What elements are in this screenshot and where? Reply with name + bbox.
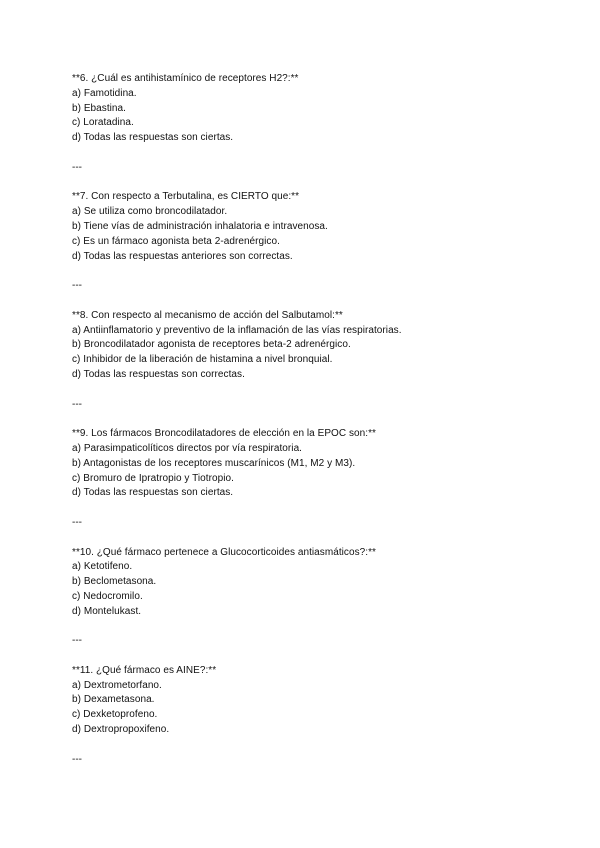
question-block-6 (72, 72, 552, 176)
answer-option: d) Todas las respuestas son ciertas. (72, 487, 234, 499)
question-block-8 (72, 309, 552, 413)
answer-option: b) Ebastina. (72, 102, 126, 114)
answer-option: a) Famotidina. (72, 87, 137, 99)
answer-option: b) Beclometasona. (72, 576, 157, 588)
separator: --- (72, 753, 82, 765)
answer-option: c) Es un fármaco agonista beta 2-adrenérgico. (72, 235, 280, 247)
question-text: **7. Con respecto a Terbutalina, es CIERTO que:** (72, 191, 300, 203)
answer-option: b) Dexametasona. (72, 694, 155, 706)
question-block-11 (72, 664, 552, 768)
separator: --- (72, 280, 82, 292)
answer-option: b) Tiene vías de administración inhalatoria e intravenosa. (72, 220, 328, 232)
answer-option: c) Dexketoprofeno. (72, 709, 158, 721)
answer-option: c) Loratadina. (72, 117, 134, 129)
question-block-9 (72, 427, 552, 531)
separator: --- (72, 161, 82, 173)
answer-option: a) Se utiliza como broncodilatador. (72, 206, 228, 218)
answer-option: d) Montelukast. (72, 605, 142, 617)
answer-option: c) Bromuro de Ipratropio y Tiotropio. (72, 472, 234, 484)
answer-option: a) Antiinflamatorio y preventivo de la inflamación de las vías respiratorias. (72, 324, 402, 336)
answer-option: a) Dextrometorfano. (72, 679, 162, 691)
question-text: **9. Los fármacos Broncodilatadores de elección en la EPOC son:** (72, 428, 376, 440)
answer-option: b) Antagonistas de los receptores muscarínicos (M1, M2 y M3). (72, 457, 356, 469)
answer-option: d) Todas las respuestas son correctas. (72, 368, 245, 380)
answer-option: d) Dextropropoxifeno. (72, 724, 170, 736)
answer-option: a) Parasimpaticolíticos directos por vía respiratoria. (72, 442, 303, 454)
question-block-10 (72, 546, 552, 650)
question-text: **8. Con respecto al mecanismo de acción del Salbutamol:** (72, 309, 343, 321)
answer-option: a) Ketotifeno. (72, 561, 133, 573)
question-text: **10. ¿Qué fármaco pertenece a Glucocorticoides antiasmáticos?:** (72, 546, 376, 558)
separator: --- (72, 516, 82, 528)
separator: --- (72, 398, 82, 410)
answer-option: c) Nedocromilo. (72, 590, 143, 602)
question-text: **6. ¿Cuál es antihistamínico de receptores H2?:** (72, 73, 299, 84)
document-page (72, 72, 552, 782)
question-block-7 (72, 190, 552, 294)
answer-option: c) Inhibidor de la liberación de histamina a nivel bronquial. (72, 354, 333, 366)
answer-option: d) Todas las respuestas anteriores son correctas. (72, 250, 293, 262)
separator: --- (72, 635, 82, 647)
question-text: **11. ¿Qué fármaco es AINE?:** (72, 664, 217, 676)
answer-option: d) Todas las respuestas son ciertas. (72, 132, 234, 144)
answer-option: b) Broncodilatador agonista de receptores beta-2 adrenérgico. (72, 339, 351, 351)
